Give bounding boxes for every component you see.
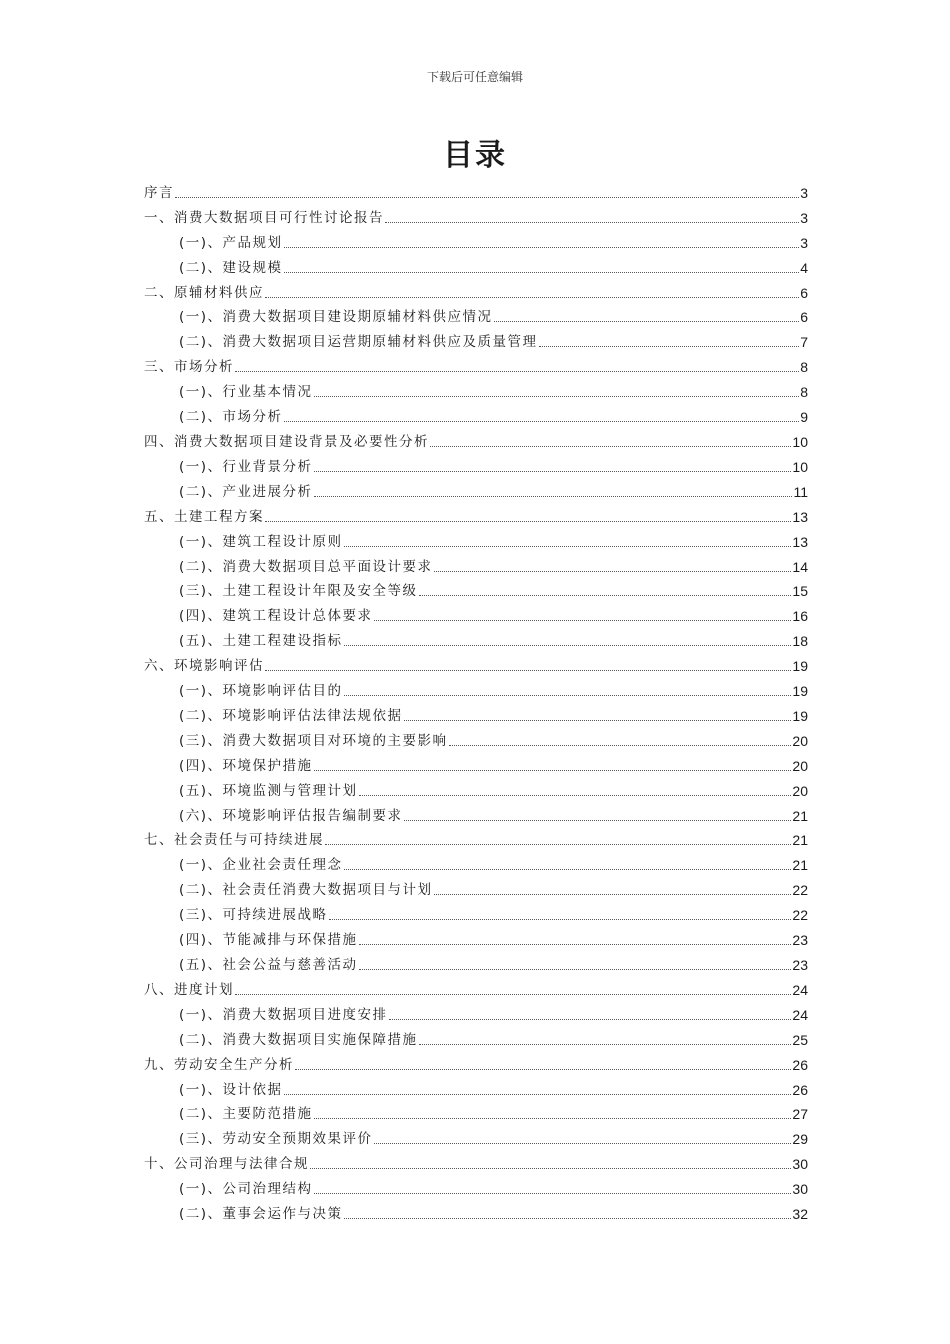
toc-entry-page-number: 19 — [792, 683, 808, 700]
toc-entry-title: 五、土建工程方案 — [144, 508, 264, 525]
toc-entry-title: 九、劳动安全生产分析 — [144, 1056, 294, 1073]
toc-entry-title: (一)、产品规划 — [179, 234, 283, 251]
toc-entry-title: (三)、消费大数据项目对环境的主要影响 — [179, 732, 448, 749]
toc-dot-leader — [344, 546, 792, 547]
toc-dot-leader — [310, 1168, 791, 1169]
toc-dot-leader — [359, 944, 792, 945]
toc-dot-leader — [314, 1193, 792, 1194]
toc-entry-title: (二)、市场分析 — [179, 409, 283, 426]
toc-entry-page-number: 19 — [792, 707, 808, 724]
toc-dot-leader — [359, 795, 792, 796]
toc-entry-page-number: 8 — [800, 359, 808, 376]
toc-entry-page-number: 32 — [792, 1206, 808, 1223]
toc-entry-page-number: 3 — [800, 209, 808, 226]
toc-entry[interactable] — [144, 177, 808, 202]
toc-entry-page-number: 3 — [800, 234, 808, 251]
toc-entry-page-number: 14 — [792, 558, 808, 575]
toc-entry-page-number: 22 — [792, 907, 808, 924]
toc-entry[interactable] — [144, 775, 808, 800]
toc-dot-leader — [235, 371, 799, 372]
toc-dot-leader — [265, 670, 791, 671]
toc-entry[interactable] — [144, 526, 808, 551]
page-title: 目录 — [443, 138, 507, 173]
toc-dot-leader — [235, 994, 791, 995]
toc-entry[interactable] — [144, 1198, 808, 1223]
toc-entry-page-number: 9 — [800, 409, 808, 426]
toc-dot-leader — [434, 571, 792, 572]
toc-dot-leader — [430, 446, 791, 447]
toc-entry-page-number: 20 — [792, 782, 808, 799]
header-note: 下载后可任意编辑 — [426, 70, 523, 84]
toc-entry[interactable] — [144, 1148, 808, 1173]
toc-entry-page-number: 21 — [792, 857, 808, 874]
toc-entry[interactable] — [144, 1024, 808, 1049]
toc-entry-page-number: 6 — [800, 284, 808, 301]
toc-entry-title: (四)、节能减排与环保措施 — [179, 932, 358, 949]
toc-entry-title: (四)、环境保护措施 — [179, 757, 313, 774]
toc-dot-leader — [419, 595, 792, 596]
toc-entry[interactable] — [144, 949, 808, 974]
toc-entry[interactable] — [144, 924, 808, 949]
toc-entry-title: (一)、公司治理结构 — [179, 1181, 313, 1198]
toc-entry-page-number: 27 — [792, 1106, 808, 1123]
toc-entry[interactable] — [144, 1074, 808, 1099]
toc-entry-title: 六、环境影响评估 — [144, 658, 264, 675]
toc-entry[interactable] — [144, 277, 808, 302]
toc-dot-leader — [539, 346, 800, 347]
toc-entry-title: (二)、产业进展分析 — [179, 483, 313, 500]
toc-entry-title: (一)、消费大数据项目进度安排 — [179, 1006, 388, 1023]
toc-entry[interactable] — [144, 451, 808, 476]
toc-dot-leader — [344, 869, 792, 870]
toc-dot-leader — [295, 1069, 791, 1070]
toc-entry-page-number: 7 — [800, 334, 808, 351]
toc-dot-leader — [314, 1118, 792, 1119]
toc-entry-title: (二)、建设规模 — [179, 259, 283, 276]
toc-entry-page-number: 11 — [793, 483, 808, 500]
toc-entry[interactable] — [144, 202, 808, 227]
toc-entry-page-number: 24 — [792, 1006, 808, 1023]
toc-entry-title: (三)、土建工程设计年限及安全等级 — [179, 583, 418, 600]
toc-entry-page-number: 13 — [792, 508, 808, 525]
toc-entry-title: 三、市场分析 — [144, 359, 234, 376]
toc-entry-title: 二、原辅材料供应 — [144, 284, 264, 301]
toc-entry-page-number: 18 — [792, 633, 808, 650]
toc-dot-leader — [434, 894, 792, 895]
toc-entry-page-number: 8 — [800, 384, 808, 401]
toc-entry-title: (四)、建筑工程设计总体要求 — [179, 608, 373, 625]
toc-entry-title: (一)、消费大数据项目建设期原辅材料供应情况 — [179, 309, 493, 326]
toc-dot-leader — [314, 496, 793, 497]
toc-entry-title: (二)、环境影响评估法律法规依据 — [179, 707, 403, 724]
toc-entry-title: (三)、可持续进展战略 — [179, 907, 328, 924]
toc-dot-leader — [314, 471, 792, 472]
toc-entry[interactable] — [144, 899, 808, 924]
toc-dot-leader — [284, 272, 800, 273]
toc-entry[interactable] — [144, 376, 808, 401]
toc-entry-page-number: 23 — [792, 957, 808, 973]
toc-dot-leader — [284, 421, 800, 422]
toc-entry-page-number: 16 — [792, 608, 808, 625]
toc-entry-page-number: 21 — [792, 832, 808, 849]
toc-entry[interactable] — [144, 401, 808, 426]
toc-dot-leader — [494, 321, 800, 322]
toc-dot-leader — [329, 919, 792, 920]
toc-entry[interactable] — [144, 302, 808, 327]
toc-entry-page-number: 3 — [800, 184, 808, 201]
table-of-contents — [144, 177, 808, 1223]
toc-entry[interactable] — [144, 700, 808, 725]
toc-entry-page-number: 26 — [792, 1056, 808, 1073]
toc-entry[interactable] — [144, 551, 808, 576]
toc-entry-title: (三)、劳动安全预期效果评价 — [179, 1131, 373, 1148]
toc-entry[interactable] — [144, 476, 808, 501]
toc-dot-leader — [404, 720, 792, 721]
toc-entry[interactable] — [144, 725, 808, 750]
toc-dot-leader — [385, 222, 799, 223]
toc-entry-title: (一)、环境影响评估目的 — [179, 683, 343, 700]
toc-entry-page-number: 21 — [792, 807, 808, 824]
toc-entry-page-number: 23 — [792, 932, 808, 949]
toc-entry-page-number: 19 — [792, 658, 808, 675]
toc-entry[interactable] — [144, 874, 808, 899]
toc-entry-page-number: 29 — [792, 1131, 808, 1148]
toc-entry[interactable] — [144, 974, 808, 999]
toc-entry-title: (五)、环境监测与管理计划 — [179, 782, 358, 799]
toc-dot-leader — [265, 297, 799, 298]
toc-entry[interactable] — [144, 252, 808, 277]
toc-entry[interactable] — [144, 227, 808, 252]
toc-entry-page-number: 26 — [792, 1081, 808, 1098]
toc-entry-page-number: 24 — [792, 981, 808, 998]
toc-entry[interactable] — [144, 800, 808, 825]
toc-entry-title: (二)、消费大数据项目总平面设计要求 — [179, 558, 433, 575]
toc-dot-leader — [325, 844, 791, 845]
toc-entry[interactable] — [144, 576, 808, 601]
toc-entry-title: (二)、董事会运作与决策 — [179, 1206, 343, 1223]
toc-entry-title: (二)、社会责任消费大数据项目与计划 — [179, 882, 433, 899]
toc-entry[interactable] — [144, 351, 808, 376]
toc-entry-title: (二)、消费大数据项目实施保障措施 — [179, 1031, 418, 1048]
toc-entry-title: 七、社会责任与可持续进展 — [144, 832, 324, 849]
toc-entry-page-number: 30 — [792, 1181, 808, 1198]
toc-entry-title: (一)、设计依据 — [179, 1081, 283, 1098]
toc-dot-leader — [314, 396, 800, 397]
toc-entry-title: 八、进度计划 — [144, 981, 234, 998]
toc-entry-title: (一)、建筑工程设计原则 — [179, 533, 343, 550]
toc-entry[interactable] — [144, 1049, 808, 1074]
toc-dot-leader — [419, 1044, 792, 1045]
toc-entry-title: 四、消费大数据项目建设背景及必要性分析 — [144, 433, 429, 450]
toc-dot-leader — [449, 745, 792, 746]
toc-dot-leader — [389, 1019, 792, 1020]
toc-entry[interactable] — [144, 326, 808, 351]
toc-entry-title: (一)、行业基本情况 — [179, 384, 313, 401]
toc-entry-title: (一)、企业社会责任理念 — [179, 857, 343, 874]
toc-dot-leader — [359, 969, 792, 970]
toc-dot-leader — [344, 1218, 792, 1219]
toc-entry[interactable] — [144, 650, 808, 675]
toc-entry-page-number: 20 — [792, 757, 808, 774]
toc-entry[interactable] — [144, 426, 808, 451]
toc-entry[interactable] — [144, 625, 808, 650]
toc-dot-leader — [284, 1094, 792, 1095]
toc-entry[interactable] — [144, 750, 808, 775]
toc-entry-page-number: 22 — [792, 882, 808, 899]
toc-dot-leader — [374, 620, 792, 621]
toc-entry-title: (五)、土建工程建设指标 — [179, 633, 343, 650]
toc-entry-title: (一)、行业背景分析 — [179, 458, 313, 475]
toc-entry-title: (二)、消费大数据项目运营期原辅材料供应及质量管理 — [179, 334, 538, 351]
toc-dot-leader — [374, 1143, 792, 1144]
toc-dot-leader — [284, 247, 800, 248]
toc-entry-page-number: 25 — [792, 1031, 808, 1048]
toc-entry-page-number: 15 — [792, 583, 808, 600]
toc-entry-title: (六)、环境影响评估报告编制要求 — [179, 807, 403, 824]
toc-entry[interactable] — [144, 1099, 808, 1124]
toc-entry-title: 十、公司治理与法律合规 — [144, 1156, 309, 1173]
toc-entry[interactable] — [144, 825, 808, 850]
toc-entry-page-number: 20 — [792, 732, 808, 749]
toc-entry[interactable] — [144, 1123, 808, 1148]
toc-entry[interactable] — [144, 1173, 808, 1198]
toc-entry-title: 序言 — [144, 184, 174, 201]
toc-entry-title: (二)、主要防范措施 — [179, 1106, 313, 1123]
toc-dot-leader — [265, 521, 791, 522]
toc-entry[interactable] — [144, 501, 808, 526]
toc-entry-page-number: 4 — [800, 259, 808, 276]
toc-entry-page-number: 30 — [792, 1156, 808, 1173]
toc-dot-leader — [175, 197, 799, 198]
toc-entry-title: (五)、社会公益与慈善活动 — [179, 957, 358, 973]
toc-entry-page-number: 10 — [792, 458, 808, 475]
toc-entry-page-number: 6 — [800, 309, 808, 326]
toc-entry[interactable] — [144, 999, 808, 1024]
toc-entry-page-number: 10 — [792, 433, 808, 450]
toc-entry[interactable] — [144, 849, 808, 874]
toc-dot-leader — [404, 820, 792, 821]
toc-entry-page-number: 13 — [792, 533, 808, 550]
toc-dot-leader — [344, 695, 792, 696]
toc-entry[interactable] — [144, 675, 808, 700]
toc-entry[interactable] — [144, 600, 808, 625]
toc-dot-leader — [344, 645, 792, 646]
toc-dot-leader — [314, 770, 792, 771]
toc-entry-title: 一、消费大数据项目可行性讨论报告 — [144, 209, 384, 226]
